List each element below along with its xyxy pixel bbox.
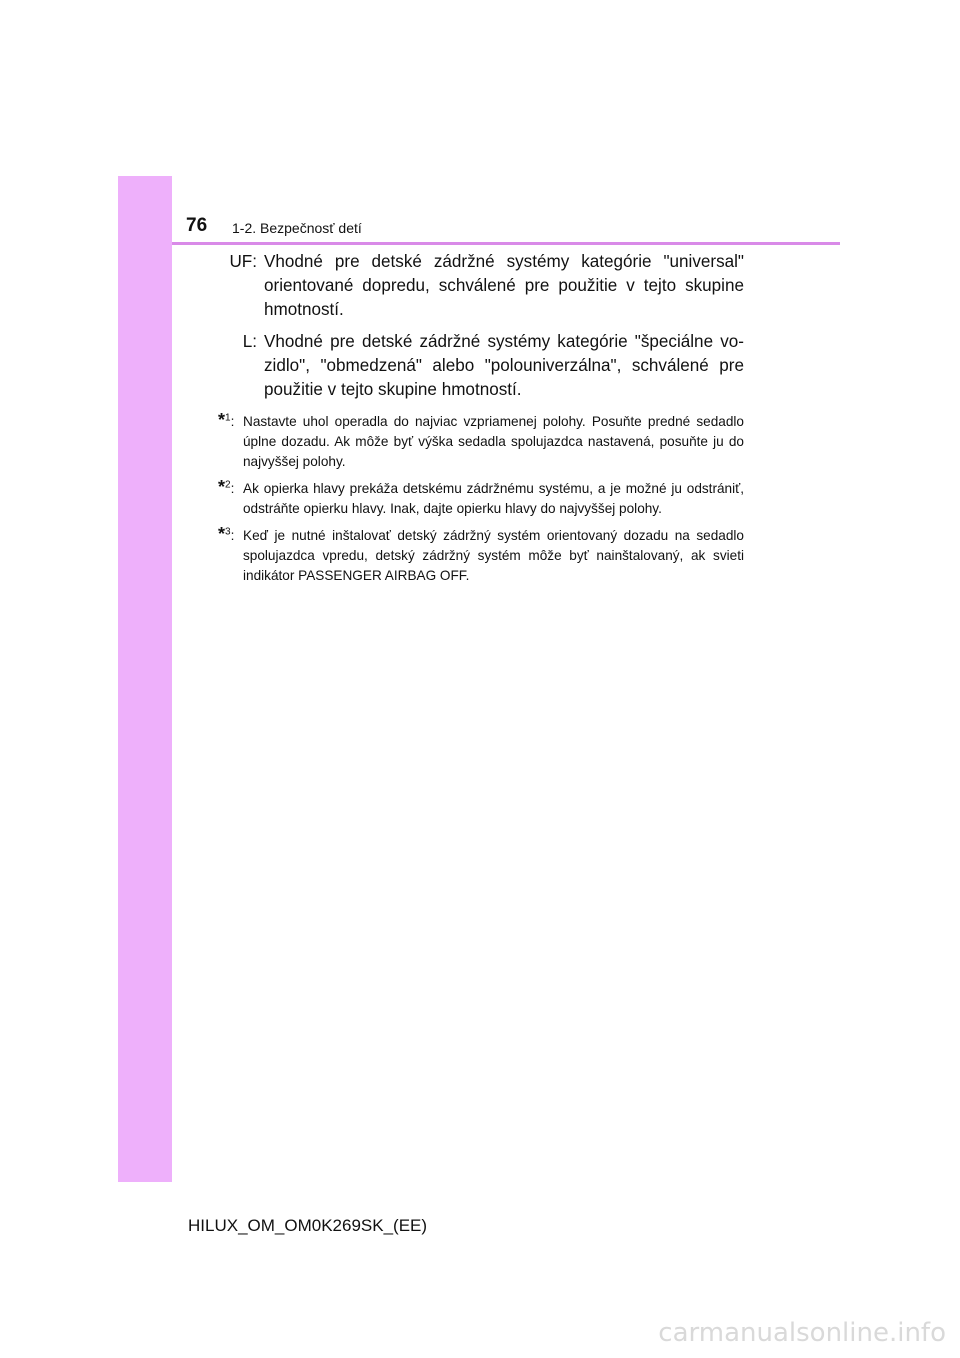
footnotes <box>218 412 744 586</box>
footnote-marker: *$^3$: <box>218 524 235 544</box>
footnote-marker: *$^1$: <box>218 410 235 430</box>
document-code: HILUX_OM_OM0K269SK_(EE) <box>188 1216 428 1235</box>
footnote-number: 1 <box>225 412 231 424</box>
definition-text: Vhodné pre detské zádržné systémy kategórie "universal" orientované dopredu, schválené pre použitie v tejto skupine hmotností. <box>264 252 744 319</box>
watermark: carmanualsonline.info <box>658 1318 946 1348</box>
definition-text: Vhodné pre detské zádržné systémy kategórie "špeciálne vozidlo", "obmedzená" alebo "polouniverzálna", schválené pre použitie v tejto skupine hmotností. <box>264 332 744 399</box>
asterisk-icon: * <box>218 410 226 430</box>
section-tab-strip <box>118 176 172 1182</box>
definition-key: L: <box>242 332 257 351</box>
footnote-number: 3 <box>225 526 231 538</box>
page-number: 76 <box>186 215 208 236</box>
section-title: 1-2. Bezpečnosť detí <box>232 220 362 236</box>
page-content <box>218 250 744 593</box>
footnote-text: Keď je nutné inštalovať detský zádržný systém orientovaný dozadu na sedadlo spolujazdca vpredu, detský zádržný systém môže byť nainštalovaný, ak svieti indikátor PASSENGER AIRBAG OFF. <box>243 528 744 583</box>
asterisk-icon: * <box>218 524 226 544</box>
footnote-marker: *$^2$: <box>218 477 235 497</box>
footnote <box>218 526 744 586</box>
definition-item <box>218 330 744 402</box>
definition-item <box>218 250 744 322</box>
footnote-text: Nastavte uhol operadla do najviac vzpriamenej polohy. Posuňte predné sedadlo úplne dozadu. Ak môže byť výška sedadla spolujazdca nastavená, posuňte ju do najvyššej polohy. <box>243 414 744 469</box>
footnote <box>218 479 744 519</box>
footnote-text: Ak opierka hlavy prekáža detskému zádržnému systému, a je možné ju odstrániť, odstráňte opierku hlavy. Inak, dajte opierku hlavy do najvyššej polohy. <box>243 481 744 516</box>
definition-key: UF: <box>229 252 257 271</box>
footnote <box>218 412 744 472</box>
header-divider <box>172 242 840 245</box>
footnote-number: 2 <box>225 479 231 491</box>
asterisk-icon: * <box>218 477 226 497</box>
